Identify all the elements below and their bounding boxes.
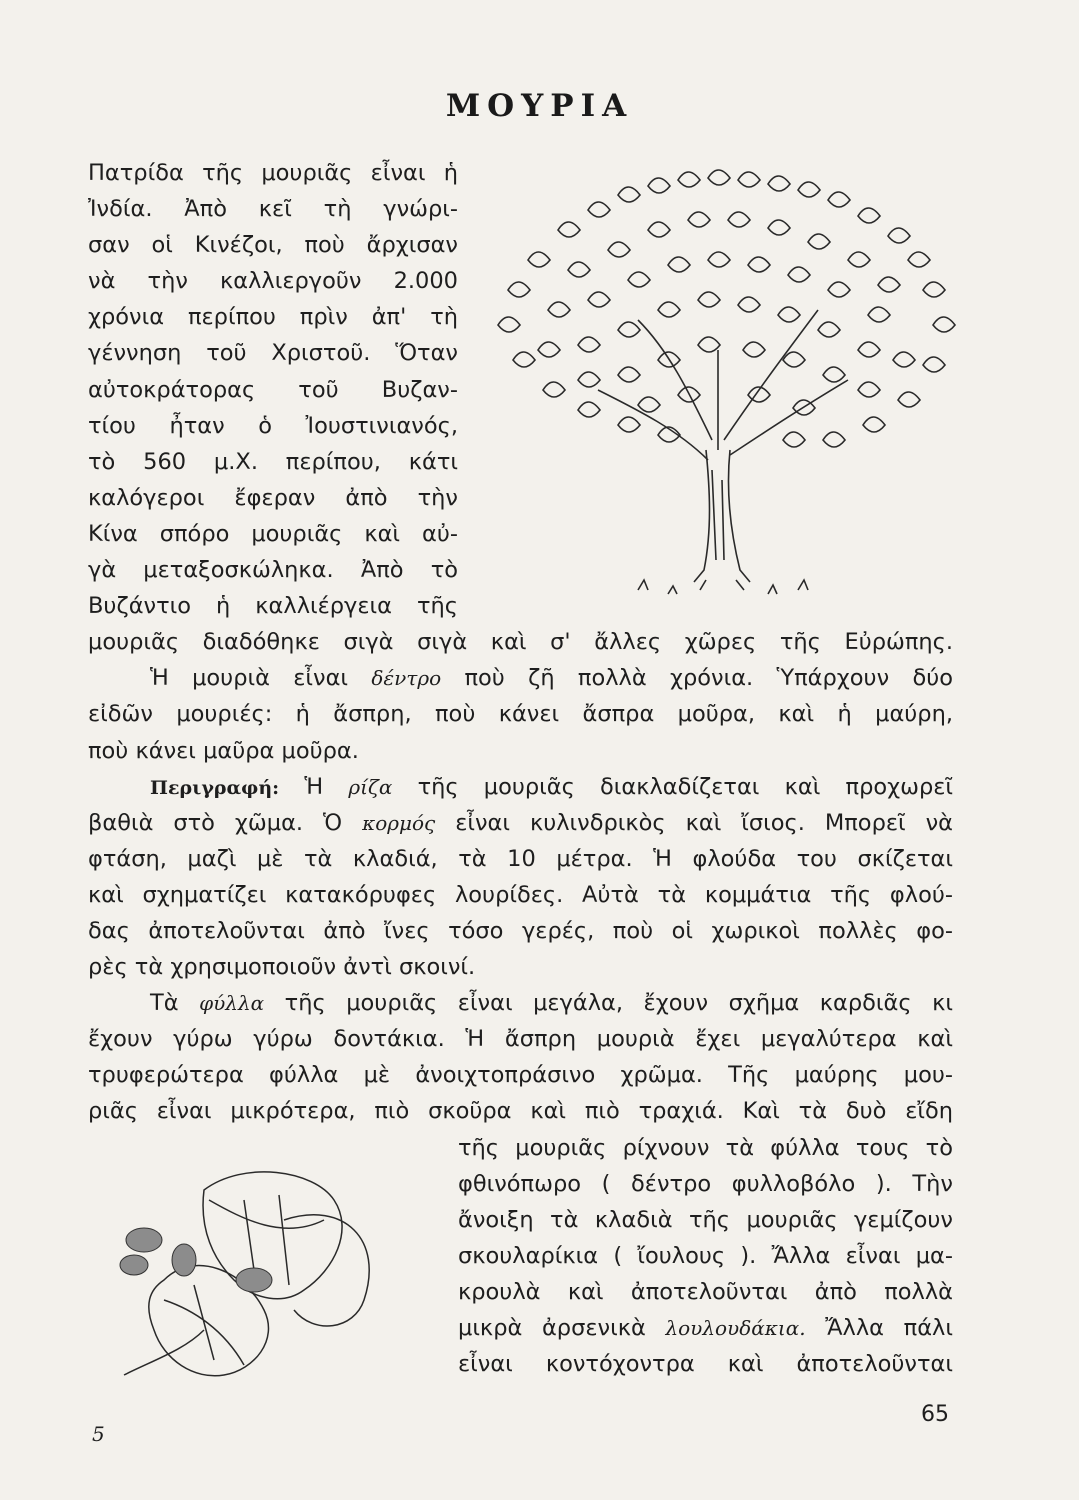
text-line: ἔχουν γύρω γύρω δοντάκια. Ἡ ἄσπρη μουριὰ ἔχει μεγαλύτερα καὶ: [88, 1026, 953, 1053]
text-segment: μικρὰ ἀρσενικὰ: [458, 1315, 646, 1341]
text-line: [88, 660, 953, 696]
text-segment: τῆς μουριᾶς εἶναι μεγάλα, ἔχουν σχῆμα καρδιᾶς κι: [284, 990, 953, 1017]
italic-term: κορμός: [362, 810, 436, 835]
body-text: [88, 155, 958, 1382]
signature-mark: 5: [92, 1422, 105, 1446]
text-line: φτάση, μαζὶ μὲ τὰ κλαδιά, τὰ 10 μέτρα. Ἡ φλούδα του σκίζεται: [88, 845, 953, 872]
text-line: ρὲς τὰ χρησιμοποιοῦν ἀντὶ σκοινί.: [88, 954, 476, 981]
text-segment: Ἡ: [304, 773, 324, 800]
text-line: εἰδῶν μουριές: ἡ ἄσπρη, ποὺ κάνει ἄσπρα μοῦρα, καὶ ἡ μαύρη,: [88, 701, 953, 728]
text-line: καὶ σχηματίζει κατακόρυφες λουρίδες. Αὐτὰ τὰ κομμάτια τῆς φλού-: [88, 881, 953, 908]
text-line: κρουλὰ καὶ ἀποτελοῦνται ἀπὸ πολλὰ: [458, 1278, 953, 1305]
text-line: χρόνια περίπου πρὶν ἀπ' τὴ: [88, 304, 458, 331]
text-line: Κίνα σπόρο μουριᾶς καὶ αὐ-: [88, 520, 458, 547]
section-heading: Περιγραφή:: [150, 776, 280, 799]
text-segment: εἶναι κυλινδρικὸς καὶ ἴσιος. Μπορεῖ νὰ: [455, 809, 953, 836]
text-line: Βυζάντιο ἡ καλλιέργεια τῆς: [88, 593, 458, 620]
text-line: γέννηση τοῦ Χριστοῦ. Ὅταν: [88, 340, 458, 367]
text-line: Ἰνδία. Ἀπὸ κεῖ τὴ γνώρι-: [88, 196, 458, 223]
text-line: τίου ἦταν ὁ Ἰουστινιανός,: [88, 412, 458, 439]
text-segment: τῆς μουριᾶς διακλαδίζεται καὶ προχωρεῖ: [417, 773, 954, 800]
text-line: δας ἀποτελοῦνται ἀπὸ ἴνες τόσο γερές, ποὺ οἱ χωρικοὶ πολλὲς φο-: [88, 917, 953, 944]
text-line: τὸ 560 μ.Χ. περίπου, κάτι: [88, 448, 458, 475]
text-segment: Τὰ: [150, 990, 179, 1017]
text-line: ριᾶς εἶναι μικρότερα, πιὸ σκοῦρα καὶ πιὸ τραχιά. Καὶ τὰ δυὸ εἴδη: [88, 1098, 953, 1125]
text-segment: Ἡ μουριὰ εἶναι: [150, 665, 349, 692]
text-line: [458, 1310, 953, 1346]
text-line: ἄνοιξη τὰ κλαδιὰ τῆς μουριᾶς γεμίζουν: [458, 1206, 953, 1233]
text-line: τῆς μουριᾶς ρίχνουν τὰ φύλλα τους τὸ: [458, 1134, 953, 1161]
page-title: ΜΟΥΡΙΑ: [445, 88, 634, 124]
text-line: τρυφερώτερα φύλλα μὲ ἀνοιχτοπράσινο χρῶμα. Τῆς μαύρης μου-: [88, 1062, 953, 1089]
text-line: αὐτοκράτορας τοῦ Βυζαν-: [88, 376, 458, 403]
text-line: σαν οἱ Κινέζοι, ποὺ ἄρχισαν: [88, 232, 458, 259]
italic-term: φύλλα: [199, 991, 265, 1016]
text-line: Πατρίδα τῆς μουριᾶς εἶναι ἡ: [88, 160, 458, 186]
text-segment: ποὺ ζῆ πολλὰ χρόνια. Ὑπάρχουν δύο: [464, 665, 953, 692]
text-line: φθινόπωρο ( δέντρο φυλλοβόλο ). Τὴν: [458, 1170, 953, 1197]
text-line: μουριᾶς διαδόθηκε σιγὰ σιγὰ καὶ σ' ἄλλες χῶρες τῆς Εὐρώπης.: [88, 629, 953, 656]
text-line: ποὺ κάνει μαῦρα μοῦρα.: [88, 737, 359, 764]
text-line: εἶναι κοντόχοντρα καὶ ἀποτελοῦνται: [458, 1351, 953, 1378]
text-segment: Ἄλλα πάλι: [825, 1315, 953, 1341]
text-line: [88, 985, 953, 1021]
text-line: σκουλαρίκια ( ἴουλους ). Ἄλλα εἶναι μα-: [458, 1242, 953, 1269]
italic-term: δέντρο: [371, 666, 442, 691]
text-line: [88, 769, 953, 805]
text-line: νὰ τὴν καλλιεργοῦν 2.000: [88, 268, 458, 295]
italic-term: λουλουδάκια.: [665, 1316, 806, 1340]
page-number: 65: [921, 1402, 949, 1427]
text-line: γὰ μεταξοσκώληκα. Ἀπὸ τὸ: [88, 557, 458, 584]
text-line: [88, 805, 953, 841]
text-line: καλόγεροι ἔφεραν ἀπὸ τὴν: [88, 484, 458, 511]
text-segment: βαθιὰ στὸ χῶμα. Ὁ: [88, 809, 343, 836]
italic-term: ρίζα: [348, 774, 393, 799]
